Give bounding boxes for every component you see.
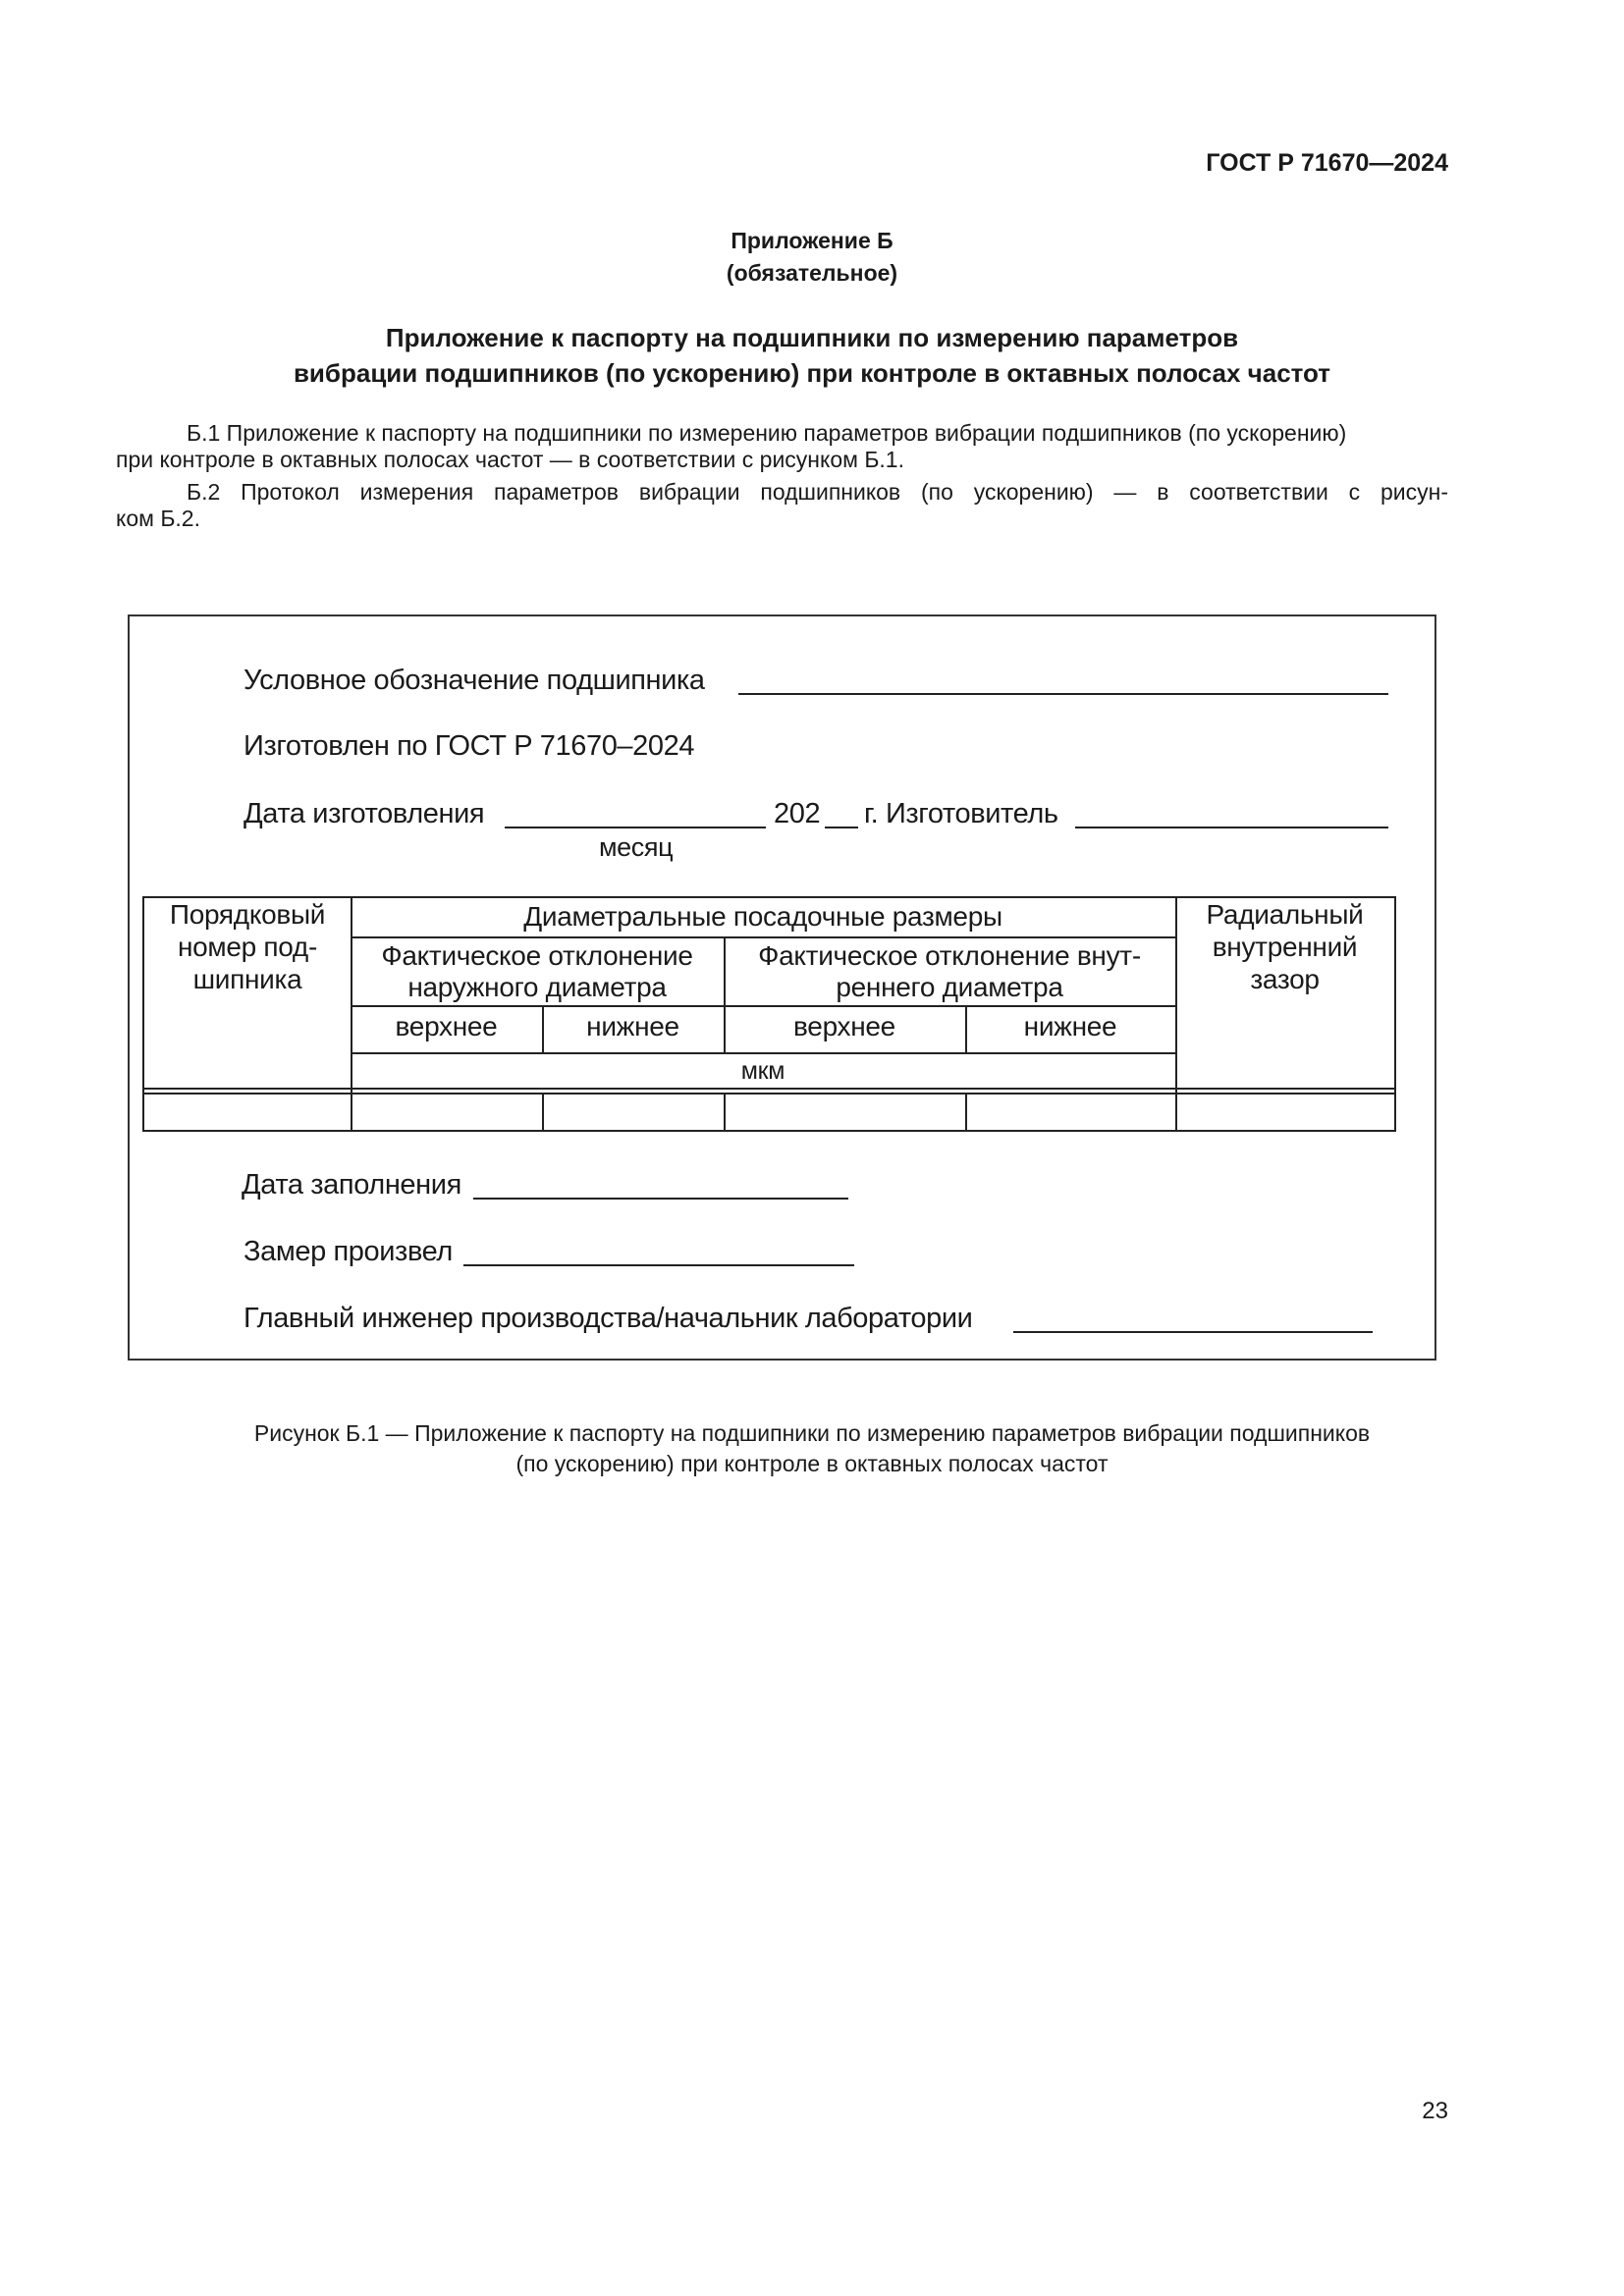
- page-number: 23: [1422, 2098, 1448, 2124]
- figure-caption: [116, 1418, 1508, 1479]
- measured-by-line[interactable]: [463, 1264, 854, 1266]
- appendix-name: Приложение Б: [731, 228, 893, 253]
- outer-upper-header: верхнее: [395, 1011, 498, 1041]
- fill-date-line[interactable]: [473, 1198, 848, 1200]
- inner-lower-header: нижнее: [1023, 1011, 1117, 1041]
- figure-caption-line2: (по ускорению) при контроле в октавных полосах частот: [515, 1451, 1109, 1476]
- col-radial-clearance: Радиальный внутренний зазор: [1206, 899, 1364, 994]
- figure-caption-line1: Рисунок Б.1 — Приложение к паспорту на подшипники по измерению параметров вибрации подшипников: [253, 1420, 1371, 1446]
- data-cell-radial[interactable]: [1175, 1093, 1394, 1130]
- designation-line[interactable]: [738, 693, 1388, 695]
- col-serial-number: Порядковый номер под- шипника: [169, 899, 326, 994]
- paragraph-b2-line2: ком Б.2.: [116, 506, 200, 531]
- manufacturer-label: г. Изготовитель: [864, 798, 1058, 829]
- year-line[interactable]: [825, 827, 858, 828]
- manufacture-date-line[interactable]: [505, 827, 766, 828]
- data-cell-outer-lower[interactable]: [542, 1093, 724, 1130]
- appendix-title-line2: вибрации подшипников (по ускорению) при контроле в октавных полосах частот: [293, 358, 1331, 388]
- made-by-label: Изготовлен по ГОСТ Р 71670–2024: [244, 730, 695, 762]
- fill-date-label: Дата заполнения: [242, 1169, 461, 1201]
- appendix-title-line1: Приложение к паспорту на подшипники по измерению параметров: [385, 323, 1239, 352]
- paragraph-b1: [116, 420, 1448, 473]
- paragraph-b1-line2: при контроле в октавных полосах частот — в соответствии с рисунком Б.1.: [116, 447, 904, 472]
- data-cell-inner-upper[interactable]: [724, 1093, 965, 1130]
- col-diametral-sizes: Диаметральные посадочные размеры: [523, 901, 1002, 932]
- data-cell-inner-lower[interactable]: [965, 1093, 1175, 1130]
- designation-label: Условное обозначение подшипника: [244, 665, 705, 696]
- year-label: 202: [774, 798, 821, 829]
- appendix-status: (обязательное): [726, 260, 898, 286]
- chief-engineer-line[interactable]: [1013, 1331, 1373, 1333]
- paragraph-b2-line1: Б.2 Протокол измерения параметров вибрации подшипников (по ускорению) — в соответствии с рисун-: [187, 479, 1448, 505]
- inner-upper-header: верхнее: [793, 1011, 895, 1041]
- manufacture-date-label: Дата изготовления: [244, 798, 485, 829]
- manufacturer-line[interactable]: [1075, 827, 1388, 828]
- dimensions-table: [142, 896, 1396, 1132]
- appendix-title: [147, 320, 1477, 391]
- outer-lower-header: нижнее: [586, 1011, 679, 1041]
- unit-micrometers: мкм: [740, 1057, 785, 1085]
- paragraph-b2: [116, 479, 1448, 532]
- data-cell-outer-upper[interactable]: [351, 1093, 542, 1130]
- col-inner-deviation: Фактическое отклонение внут- реннего диаметра: [758, 940, 1141, 1002]
- standard-number: ГОСТ Р 71670—2024: [1206, 149, 1448, 177]
- data-cell-serial[interactable]: [144, 1093, 351, 1130]
- col-outer-deviation: Фактическое отклонение наружного диаметра: [381, 940, 693, 1002]
- paragraph-b1-line1: Б.1 Приложение к паспорту на подшипники по измерению параметров вибрации подшипников (по ускорению): [187, 420, 1347, 446]
- chief-engineer-label: Главный инженер производства/начальник лаборатории: [244, 1303, 973, 1334]
- month-hint: месяц: [599, 832, 674, 862]
- measured-by-label: Замер произвел: [244, 1236, 453, 1267]
